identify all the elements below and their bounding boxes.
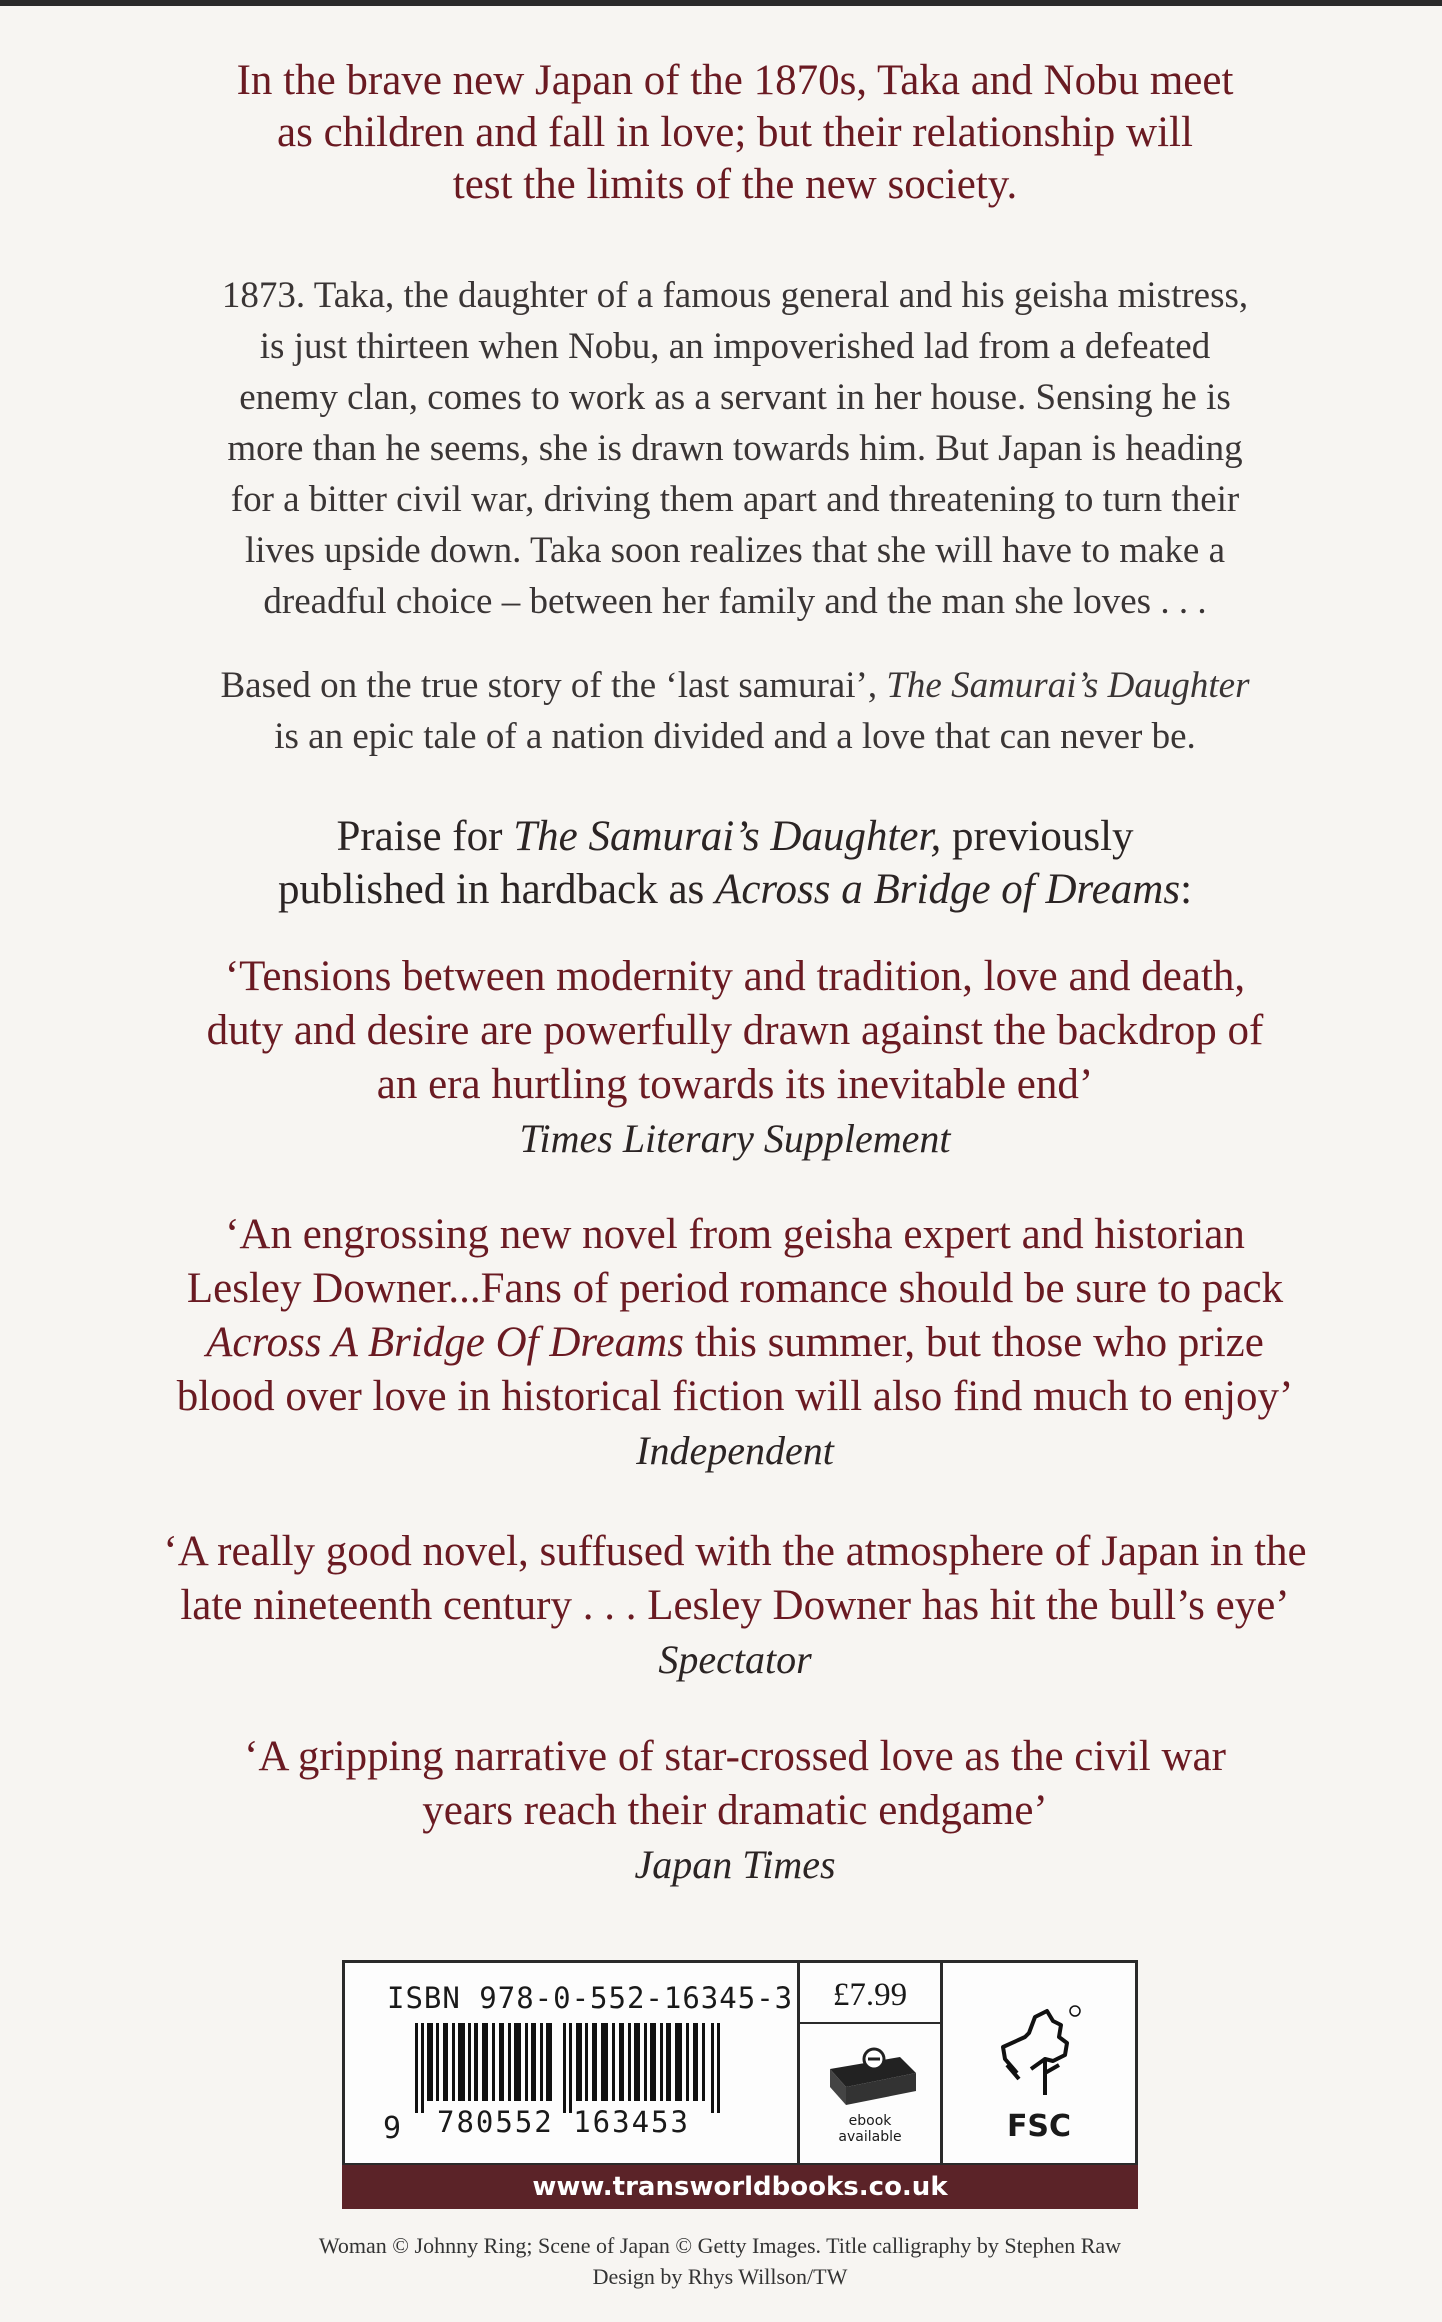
ebook-icon [820, 2039, 920, 2111]
quote-tls [90, 950, 1380, 1164]
website-link[interactable]: www.transworldbooks.co.uk [342, 2165, 1138, 2209]
blurb-line: for a bitter civil war, driving them apart and threatening to turn their [230, 479, 1240, 520]
image-credits [200, 2230, 1240, 2292]
ebook-label-line: ebook [848, 2113, 892, 2129]
ebook-label [800, 2113, 940, 2145]
tagline-line: In the brave new Japan of the 1870s, Taka and Nobu meet [236, 57, 1234, 104]
quote-line: ‘A gripping narrative of star-crossed love as the civil war [244, 1733, 1226, 1780]
book-title: The Samurai’s Daughter, [513, 813, 942, 860]
top-rule [0, 0, 1442, 6]
based-on-line [90, 660, 1380, 711]
blurb-line: enemy clan, comes to work as a servant in her house. Sensing he is [239, 377, 1231, 418]
quote-line: Lesley Downer...Fans of period romance should be sure to pack [186, 1265, 1284, 1312]
based-on-text: Based on the true story of the ‘last samurai’, [220, 665, 887, 706]
praise-suffix: : [1180, 866, 1193, 913]
book-title: The Samurai’s Daughter [886, 665, 1250, 706]
quote-line: ‘A really good novel, suffused with the atmosphere of Japan in the [163, 1528, 1307, 1575]
quote-source: Independent [636, 1428, 834, 1473]
praise-heading [90, 810, 1380, 916]
credits-line: Woman © Johnny Ring; Scene of Japan © Getty Images. Title calligraphy by Stephen Raw [318, 2233, 1122, 2258]
quote-spectator [90, 1525, 1380, 1685]
quote-source: Spectator [658, 1637, 812, 1682]
fsc-cell [943, 1963, 1135, 2163]
blurb-line: 1873. Taka, the daughter of a famous general and his geisha mistress, [221, 275, 1249, 316]
hardback-title: Across a Bridge of Dreams [715, 866, 1181, 913]
tagline-line: test the limits of the new society. [452, 161, 1018, 208]
fsc-tree-icon [995, 2003, 1085, 2103]
quote-line: ‘An engrossing new novel from geisha expert and historian [225, 1211, 1245, 1258]
praise-heading-line [90, 810, 1380, 863]
hardback-title: Across A Bridge Of Dreams [206, 1319, 684, 1366]
isbn-cell [345, 1963, 800, 2163]
blurb-line: more than he seems, she is drawn towards him. But Japan is heading [227, 428, 1243, 469]
quote-line: ‘Tensions between modernity and tradition, love and death, [224, 953, 1246, 1000]
blurb [90, 270, 1380, 627]
isbn-number: ISBN 978-0-552-16345-3 [387, 1981, 794, 2015]
based-on-line: is an epic tale of a nation divided and a love that can never be. [274, 716, 1196, 757]
blurb-line: dreadful choice – between her family and the man she loves . . . [263, 581, 1207, 622]
quote-line [90, 1316, 1380, 1370]
blurb-line: is just thirteen when Nobu, an impoverished lad from a defeated [259, 326, 1211, 367]
ebook-label-line: available [838, 2129, 902, 2145]
fsc-label: FSC [1006, 2109, 1072, 2144]
quote-line: an era hurtling towards its inevitable end’ [376, 1061, 1094, 1108]
based-on-paragraph [90, 660, 1380, 762]
quote-text: this summer, but those who prize [683, 1319, 1264, 1366]
blurb-line: lives upside down. Taka soon realizes that she will have to make a [244, 530, 1226, 571]
quote-line: years reach their dramatic endgame’ [422, 1787, 1048, 1834]
quote-independent [90, 1208, 1380, 1476]
praise-prefix: published in hardback as [277, 866, 716, 913]
quote-source: Times Literary Supplement [519, 1116, 951, 1161]
price: £7.99 [800, 1977, 940, 2024]
tagline [90, 55, 1380, 211]
price-cell [800, 1963, 943, 2163]
quote-line: late nineteenth century . . . Lesley Downer has hit the bull’s eye’ [180, 1582, 1290, 1629]
praise-heading-line [90, 863, 1380, 916]
barcode-panel [342, 1960, 1138, 2166]
praise-suffix: previously [941, 813, 1134, 860]
quote-line: blood over love in historical fiction will also find much to enjoy’ [176, 1373, 1294, 1420]
barcode-image [415, 2023, 735, 2113]
tagline-line: as children and fall in love; but their relationship will [277, 109, 1193, 156]
quote-line: duty and desire are powerfully drawn against the backdrop of [206, 1007, 1264, 1054]
quote-source: Japan Times [634, 1842, 836, 1887]
quote-japan-times [90, 1730, 1380, 1890]
barcode-first-digit: 9 [383, 2111, 402, 2146]
praise-prefix: Praise for [336, 813, 514, 860]
credits-line: Design by Rhys Willson/TW [592, 2264, 848, 2289]
barcode-digits: 780552 163453 [437, 2105, 690, 2139]
